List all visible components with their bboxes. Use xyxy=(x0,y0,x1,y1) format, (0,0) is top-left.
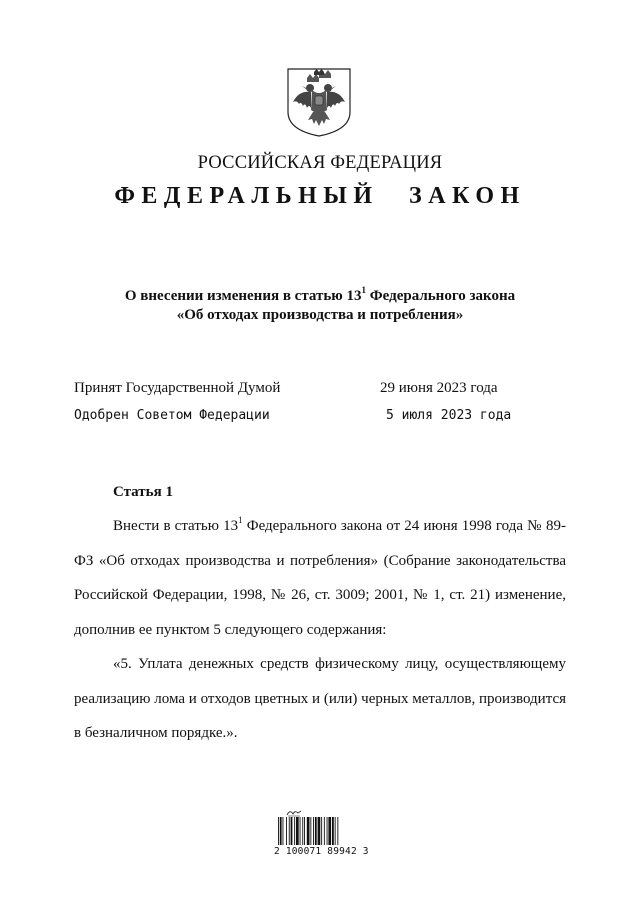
russian-emblem-icon xyxy=(285,66,353,138)
article-heading: Статья 1 xyxy=(113,484,173,500)
law-title-text-cont: Федерального закона xyxy=(366,288,516,304)
article-paragraph-1 xyxy=(74,509,566,647)
country-name: РОССИЙСКАЯ ФЕДЕРАЦИЯ xyxy=(197,153,443,173)
superscript: 1 xyxy=(361,285,367,295)
council-label: Одобрен Советом Федерации xyxy=(74,408,270,423)
article-paragraph-2: «5. Уплата денежных средств физическому лицу, осуществляющему реализацию лома и отходов цветных и (или) черных металлов, производится в безналичном порядке.». xyxy=(74,656,566,741)
duma-label: Принят Государственной Думой xyxy=(74,380,281,396)
law-title-line-1 xyxy=(0,287,640,306)
council-date: 5 июля 2023 года xyxy=(386,408,512,423)
law-title xyxy=(0,287,640,325)
document-type: ФЕДЕРАЛЬНЫЙ ЗАКОН xyxy=(114,183,526,209)
law-title-line-2: «Об отходах производства и потребления» xyxy=(176,307,464,323)
barcode-number: 2 100071 89942 3 xyxy=(274,846,369,857)
signature-mark-icon xyxy=(286,808,302,817)
duma-date: 29 июня 2023 года xyxy=(380,380,498,396)
superscript: 1 xyxy=(238,515,243,525)
law-title-text: О внесении изменения в статью 13 xyxy=(124,288,362,304)
paragraph-1-start: Внести в статью 13 xyxy=(113,518,239,534)
paragraph-1-rest: Федерального закона от 24 июня 1998 года № 89-ФЗ «Об отходах производства и потребления» (Собрание законодательства Российской Федерации, 1998, № 26, ст. 3009; 2001, № 1, ст. 21) изменение, дополнив ее пунктом 5 следующего содержания: xyxy=(74,518,566,638)
barcode xyxy=(274,808,369,858)
barcode-icon xyxy=(278,817,362,845)
